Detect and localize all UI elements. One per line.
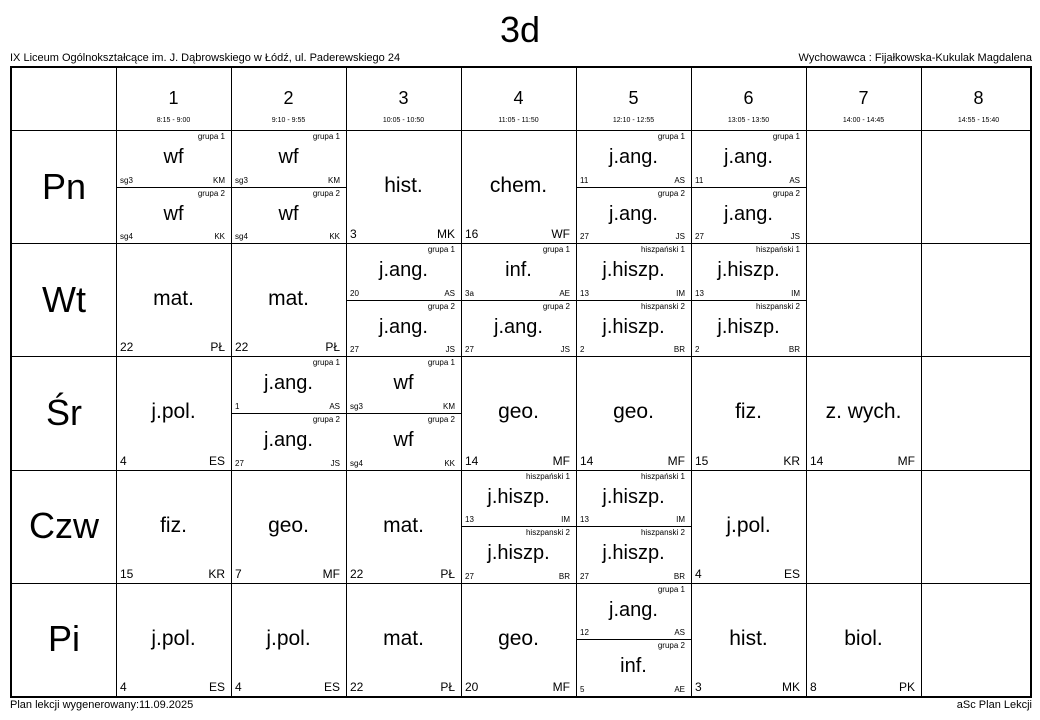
lesson-room: 27 <box>465 345 474 355</box>
period-header <box>116 68 231 130</box>
day-label: Czw <box>29 505 99 547</box>
lesson-cell[interactable] <box>806 583 921 696</box>
lesson-teacher: ES <box>783 566 800 581</box>
lesson-group: grupa 1 <box>772 132 800 141</box>
lesson-cell[interactable] <box>231 243 346 356</box>
lesson-cell[interactable] <box>116 243 231 356</box>
lesson-teacher: PK <box>898 679 915 694</box>
lesson-cell[interactable] <box>691 130 806 187</box>
lesson-group: hiszpanski 2 <box>640 528 685 538</box>
lesson-group: grupa 2 <box>197 188 225 198</box>
lesson-teacher: ES <box>323 679 340 694</box>
lesson-cell[interactable] <box>576 243 691 300</box>
lesson-subject: j.ang. <box>724 146 773 168</box>
lesson-room: sg3 <box>235 175 248 185</box>
lesson-cell[interactable] <box>116 583 231 696</box>
lesson-subject: j.pol. <box>151 626 196 650</box>
lesson-room: 2 <box>580 345 585 355</box>
lesson-cell[interactable] <box>691 243 806 300</box>
lesson-cell[interactable] <box>576 187 691 244</box>
lesson-teacher: MF <box>897 453 915 468</box>
lesson-subject: j.pol. <box>266 626 311 650</box>
lesson-room: 22 <box>235 340 249 355</box>
lesson-subject: j.hiszp. <box>717 259 780 282</box>
lesson-room: 4 <box>120 453 127 468</box>
period-number: 5 <box>628 88 639 108</box>
lesson-teacher: BR <box>788 345 800 355</box>
period-number: 3 <box>398 88 409 108</box>
lesson-subject: wf <box>393 429 414 451</box>
lesson-cell[interactable] <box>346 243 461 300</box>
lesson-cell[interactable] <box>231 413 346 470</box>
lesson-teacher: PŁ <box>440 679 455 694</box>
lesson-room: 3 <box>695 679 702 694</box>
lesson-cell[interactable] <box>461 526 576 583</box>
lesson-teacher: KM <box>213 175 225 185</box>
lesson-subject: geo. <box>498 400 539 424</box>
period-header <box>231 68 346 130</box>
lesson-teacher: WF <box>551 227 570 242</box>
period-header <box>806 68 921 130</box>
lesson-room: 14 <box>580 453 594 468</box>
lesson-cell[interactable] <box>231 583 346 696</box>
lesson-subject: j.hiszp. <box>602 485 665 508</box>
lesson-room: 13 <box>580 288 589 298</box>
day-label: Pn <box>41 165 87 207</box>
lesson-room: 27 <box>695 232 704 242</box>
lesson-subject: fiz. <box>160 513 187 537</box>
lesson-room: 14 <box>810 453 824 468</box>
lesson-teacher: MK <box>782 679 800 694</box>
lesson-group: grupa 2 <box>427 301 455 311</box>
lesson-room: 2 <box>695 345 700 355</box>
lesson-room: 27 <box>580 571 589 581</box>
lesson-cell[interactable] <box>576 130 691 187</box>
lesson-subject: wf <box>163 202 184 225</box>
lesson-cell[interactable] <box>346 583 461 696</box>
lesson-group: grupa 1 <box>657 584 685 594</box>
lesson-room: 27 <box>235 458 244 468</box>
period-time: 9:10 - 9:55 <box>271 117 306 124</box>
lesson-room: 15 <box>695 453 709 468</box>
lesson-subject: wf <box>393 372 414 395</box>
period-time: 11:05 - 11:50 <box>498 117 539 124</box>
lesson-cell[interactable] <box>576 526 691 583</box>
lesson-teacher: KR <box>208 566 225 581</box>
lesson-group: grupa 2 <box>772 188 800 198</box>
lesson-room: 16 <box>465 227 479 242</box>
period-header <box>921 68 1036 130</box>
lesson-room: 20 <box>465 679 479 694</box>
lesson-cell[interactable] <box>346 356 461 413</box>
lesson-cell[interactable] <box>231 187 346 244</box>
lesson-room: 13 <box>580 515 589 525</box>
lesson-group: grupa 2 <box>657 641 685 651</box>
lesson-room: 13 <box>695 288 704 298</box>
lesson-group: hiszpanski 2 <box>525 528 570 538</box>
lesson-teacher: AS <box>329 401 340 411</box>
lesson-subject: wf <box>278 146 299 168</box>
lesson-subject: geo. <box>268 513 309 537</box>
lesson-subject: geo. <box>613 400 654 424</box>
lesson-cell[interactable] <box>346 300 461 357</box>
lesson-group: hiszpanski 2 <box>640 301 685 311</box>
lesson-cell[interactable] <box>461 300 576 357</box>
lesson-subject: biol. <box>844 626 883 650</box>
lesson-subject: j.ang. <box>379 315 428 338</box>
lesson-subject: j.hiszp. <box>602 542 665 565</box>
lesson-group: hiszpański 1 <box>640 471 685 481</box>
lesson-cell[interactable] <box>461 130 576 243</box>
lesson-teacher: PŁ <box>210 340 225 355</box>
lesson-teacher: AS <box>444 288 455 298</box>
school-name: IX Liceum Ogólnokształcące im. J. Dąbrowskiego w Łódź, ul. Paderewskiego 24 <box>10 52 401 64</box>
period-number: 1 <box>168 88 179 108</box>
lesson-teacher: JS <box>330 458 340 468</box>
lesson-teacher: KK <box>444 458 455 468</box>
lesson-room: 4 <box>120 679 127 694</box>
lesson-cell[interactable] <box>576 583 691 640</box>
lesson-cell[interactable] <box>231 356 346 413</box>
lesson-cell[interactable] <box>576 639 691 696</box>
lesson-teacher: AE <box>674 684 685 694</box>
lesson-room: sg4 <box>350 458 363 468</box>
lesson-teacher: BR <box>673 345 685 355</box>
lesson-subject: j.ang. <box>494 315 543 338</box>
lesson-subject: wf <box>163 146 184 168</box>
lesson-room: sg4 <box>235 232 248 242</box>
lesson-teacher: PŁ <box>440 566 455 581</box>
lesson-subject: j.ang. <box>724 202 773 225</box>
lesson-group: grupa 1 <box>312 358 340 368</box>
lesson-cell[interactable] <box>116 356 231 469</box>
lesson-teacher: KR <box>783 453 800 468</box>
lesson-room: 15 <box>120 566 134 581</box>
lesson-subject: chem. <box>489 174 548 197</box>
lesson-room: 27 <box>580 232 589 242</box>
lesson-cell[interactable] <box>576 470 691 527</box>
period-number: 8 <box>973 88 984 108</box>
period-header <box>346 68 461 130</box>
lesson-subject: j.hiszp. <box>717 315 780 338</box>
lesson-room: 11 <box>695 175 704 185</box>
lesson-teacher: MF <box>552 453 570 468</box>
lesson-subject: mat. <box>153 287 194 311</box>
lesson-cell[interactable] <box>346 413 461 470</box>
day-label: Wt <box>42 278 86 320</box>
lesson-subject: wf <box>278 202 299 225</box>
lesson-cell[interactable] <box>346 130 461 243</box>
lesson-group: grupa 2 <box>542 301 570 311</box>
lesson-subject: mat. <box>268 287 309 311</box>
lesson-cell[interactable] <box>116 187 231 244</box>
lesson-teacher: JS <box>445 345 455 355</box>
lesson-teacher: AE <box>559 288 570 298</box>
lesson-teacher: AS <box>674 175 685 185</box>
lesson-subject: j.hiszp. <box>487 542 550 565</box>
lesson-room: 22 <box>350 566 364 581</box>
lesson-teacher: PŁ <box>325 340 340 355</box>
lesson-subject: j.ang. <box>264 372 313 395</box>
period-time: 8:15 - 9:00 <box>156 117 191 124</box>
lesson-subject: j.hiszp. <box>487 485 550 508</box>
lesson-cell[interactable] <box>461 470 576 527</box>
lesson-teacher: JS <box>675 232 685 242</box>
period-header <box>691 68 806 130</box>
lesson-subject: inf. <box>505 259 532 282</box>
lesson-cell[interactable] <box>691 187 806 244</box>
lesson-group: grupa 2 <box>427 415 455 424</box>
lesson-room: 20 <box>350 288 359 298</box>
lesson-room: 27 <box>350 345 359 355</box>
lesson-room: 7 <box>235 566 242 581</box>
lesson-room: 4 <box>695 566 702 581</box>
period-time: 12:10 - 12:55 <box>612 117 655 124</box>
app-brand: aSc Plan Lekcji <box>956 699 1032 711</box>
lesson-group: hiszpanski 2 <box>755 301 800 311</box>
period-number: 6 <box>743 88 754 108</box>
lesson-room: 14 <box>465 453 479 468</box>
lesson-cell[interactable] <box>346 470 461 583</box>
lesson-subject: mat. <box>383 513 424 537</box>
lesson-subject: j.ang. <box>609 598 658 621</box>
lesson-room: 22 <box>120 340 134 355</box>
lesson-subject: z. wych. <box>825 400 902 424</box>
lesson-subject: geo. <box>498 626 539 650</box>
lesson-group: grupa 1 <box>312 132 340 141</box>
lesson-subject: j.ang. <box>609 146 658 168</box>
lesson-room: 11 <box>580 175 589 185</box>
generated-date: Plan lekcji wygenerowany:11.09.2025 <box>10 699 194 711</box>
lesson-teacher: AS <box>674 628 685 638</box>
lesson-room: 3a <box>465 288 474 298</box>
period-number: 7 <box>858 88 869 108</box>
period-time: 13:05 - 13:50 <box>727 117 770 124</box>
period-time: 10:05 - 10:50 <box>382 117 425 124</box>
lesson-cell[interactable] <box>116 470 231 583</box>
lesson-subject: j.pol. <box>151 400 196 424</box>
lesson-room: 13 <box>465 515 474 525</box>
class-teacher: Wychowawca : Fijałkowska-Kukulak Magdalena <box>798 52 1032 64</box>
lesson-cell[interactable] <box>576 356 691 469</box>
lesson-group: grupa 1 <box>657 132 685 141</box>
lesson-group: grupa 1 <box>197 132 225 141</box>
period-number: 2 <box>283 88 294 108</box>
lesson-teacher: KK <box>329 232 340 242</box>
period-header <box>461 68 576 130</box>
lesson-teacher: IM <box>676 515 685 525</box>
timetable-grid <box>10 66 1032 698</box>
lesson-teacher: BR <box>558 571 570 581</box>
lesson-group: grupa 2 <box>312 415 340 424</box>
lesson-cell[interactable] <box>691 583 806 696</box>
lesson-teacher: ES <box>208 453 225 468</box>
lesson-subject: inf. <box>620 655 647 678</box>
lesson-room: 1 <box>235 401 240 411</box>
lesson-room: 22 <box>350 679 364 694</box>
lesson-group: grupa 1 <box>542 245 570 255</box>
lesson-room: 8 <box>810 679 817 694</box>
lesson-teacher: IM <box>561 515 570 525</box>
lesson-room: sg3 <box>350 401 363 411</box>
lesson-cell[interactable] <box>231 130 346 187</box>
period-time: 14:55 - 15:40 <box>957 117 1000 124</box>
lesson-subject: j.hiszp. <box>602 315 665 338</box>
grid-line <box>921 68 922 696</box>
lesson-room: sg4 <box>120 232 133 242</box>
lesson-subject: hist. <box>729 626 768 650</box>
lesson-room: 3 <box>350 227 357 242</box>
lesson-subject: mat. <box>383 626 424 650</box>
period-number: 4 <box>513 88 524 108</box>
lesson-teacher: JS <box>790 232 800 242</box>
lesson-teacher: JS <box>560 345 570 355</box>
lesson-group: hiszpański 1 <box>640 245 685 255</box>
lesson-group: grupa 2 <box>312 188 340 198</box>
lesson-teacher: KM <box>328 175 340 185</box>
period-header <box>576 68 691 130</box>
page-title: 3d <box>499 9 541 50</box>
lesson-subject: hist. <box>384 174 423 197</box>
lesson-room: 4 <box>235 679 242 694</box>
lesson-cell[interactable] <box>231 470 346 583</box>
lesson-subject: j.ang. <box>379 259 428 282</box>
lesson-teacher: IM <box>791 288 800 298</box>
day-label: Pi <box>47 618 80 660</box>
lesson-subject: j.ang. <box>264 429 313 451</box>
lesson-teacher: MF <box>322 566 340 581</box>
lesson-cell[interactable] <box>461 243 576 300</box>
lesson-teacher: ES <box>208 679 225 694</box>
lesson-teacher: KM <box>443 401 455 411</box>
lesson-teacher: MF <box>667 453 685 468</box>
lesson-cell[interactable] <box>806 356 921 469</box>
lesson-teacher: MK <box>437 227 455 242</box>
lesson-teacher: KK <box>214 232 225 242</box>
lesson-teacher: BR <box>673 571 685 581</box>
lesson-subject: j.pol. <box>726 513 771 537</box>
lesson-cell[interactable] <box>691 300 806 357</box>
lesson-room: 5 <box>580 684 585 694</box>
lesson-group: hiszpański 1 <box>525 471 570 481</box>
lesson-group: grupa 2 <box>657 188 685 198</box>
lesson-group: hiszpański 1 <box>755 245 800 255</box>
lesson-group: grupa 1 <box>427 358 455 368</box>
lesson-cell[interactable] <box>691 470 806 583</box>
day-label: Śr <box>46 391 82 433</box>
lesson-cell[interactable] <box>461 356 576 469</box>
lesson-teacher: MF <box>552 679 570 694</box>
lesson-group: grupa 1 <box>427 245 455 255</box>
lesson-cell[interactable] <box>576 300 691 357</box>
lesson-cell[interactable] <box>691 356 806 469</box>
lesson-subject: j.ang. <box>609 202 658 225</box>
lesson-subject: j.hiszp. <box>602 259 665 282</box>
lesson-room: 27 <box>465 571 474 581</box>
lesson-subject: fiz. <box>735 400 762 424</box>
lesson-room: sg3 <box>120 175 133 185</box>
lesson-cell[interactable] <box>116 130 231 187</box>
period-time: 14:00 - 14:45 <box>842 117 885 124</box>
lesson-cell[interactable] <box>461 583 576 696</box>
lesson-teacher: IM <box>676 288 685 298</box>
lesson-room: 12 <box>580 628 589 638</box>
lesson-teacher: AS <box>789 175 800 185</box>
